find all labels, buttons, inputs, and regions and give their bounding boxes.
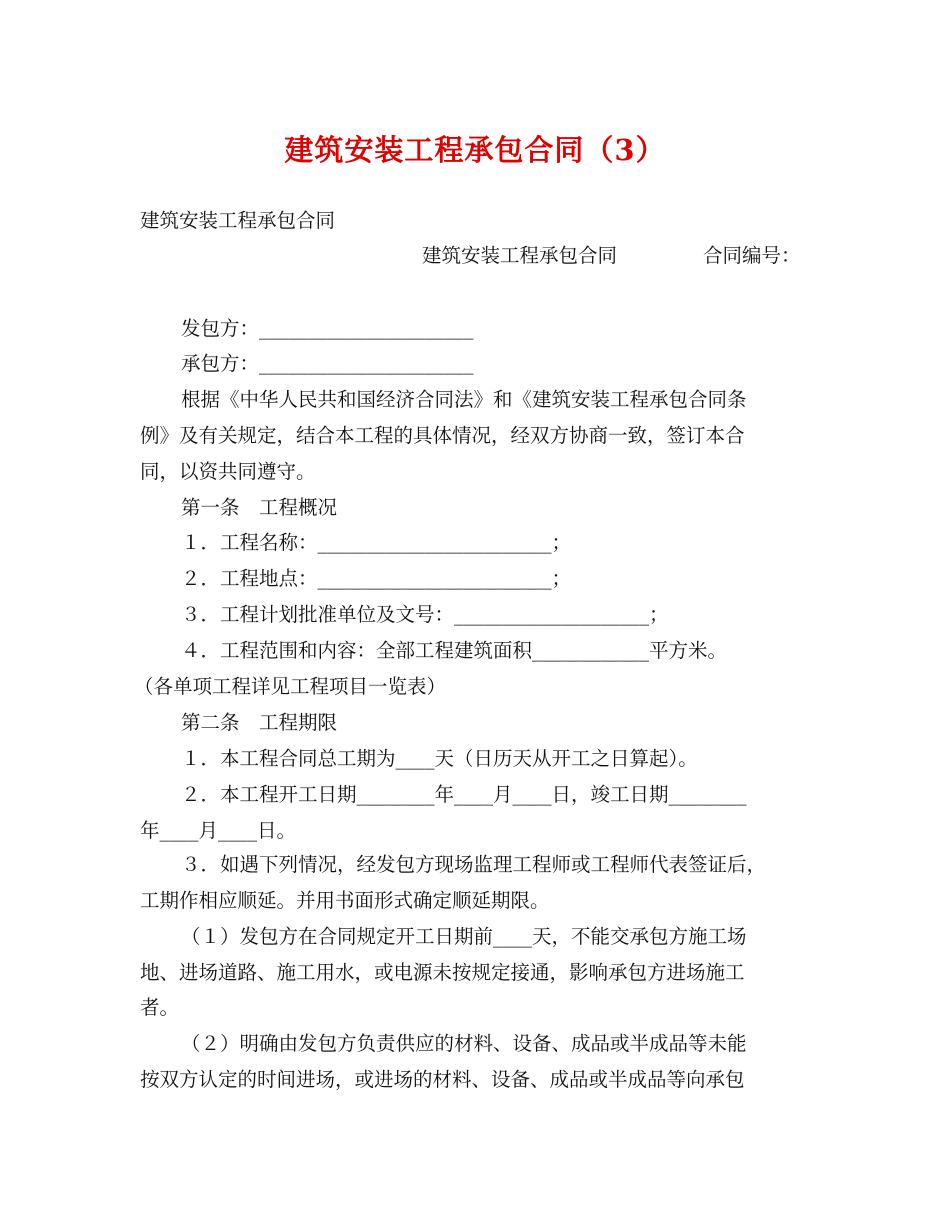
contract-number-label: 合同编号：: [703, 244, 801, 267]
body-line: 根据《中华人民共和国经济合同法》和《建筑安装工程承包合同条: [181, 388, 747, 411]
body-line: ２．工程地点：________________________；: [181, 567, 572, 590]
body-line: （１）发包方在合同规定开工日期前____天，不能交承包方施工场: [181, 925, 747, 948]
body-line: ４．工程范围和内容：全部工程建筑面积____________平方米。: [181, 639, 728, 662]
body-line: 者。: [140, 996, 180, 1019]
body-line: １．工程名称：________________________；: [181, 531, 572, 554]
party-a-line: 发包方：______________________: [181, 317, 474, 340]
body-line: ３．工程计划批准单位及文号：____________________；: [181, 603, 669, 626]
contract-header-right: [422, 243, 801, 269]
body-line: 工期作相应顺延。并用书面形式确定顺延期限。: [140, 889, 550, 912]
article-heading: 第二条 工程期限: [181, 711, 338, 734]
body-line: 按双方认定的时间进场，或进场的材料、设备、成品或半成品等向承包: [140, 1068, 745, 1091]
body-line: ３．如遇下列情况，经发包方现场监理工程师或工程师代表签证后，: [181, 853, 767, 876]
body-line: 地、进场道路、施工用水，或电源未按规定接通，影响承包方进场施工: [140, 961, 745, 984]
party-b-line: 承包方：______________________: [181, 352, 474, 375]
body-line: 例》及有关规定，结合本工程的具体情况，经双方协商一致，签订本合: [140, 424, 745, 447]
body-line: （２）明确由发包方负责供应的材料、设备、成品或半成品等未能: [181, 1032, 747, 1055]
document-title: 建筑安装工程承包合同（3）: [284, 133, 666, 167]
body-line: 年____月____日。: [140, 819, 297, 842]
body-line: 同，以资共同遵守。: [140, 460, 316, 483]
article-heading: 第一条 工程概况: [181, 496, 338, 519]
body-line: ２．本工程开工日期________年____月____日，竣工日期________: [181, 783, 747, 806]
contract-name: 建筑安装工程承包合同: [422, 244, 618, 267]
body-line: １．本工程合同总工期为____天（日历天从开工之日算起）。: [181, 747, 698, 770]
contract-subtitle: 建筑安装工程承包合同: [140, 209, 336, 232]
body-line: （各单项工程详见工程项目一览表）: [134, 675, 447, 698]
